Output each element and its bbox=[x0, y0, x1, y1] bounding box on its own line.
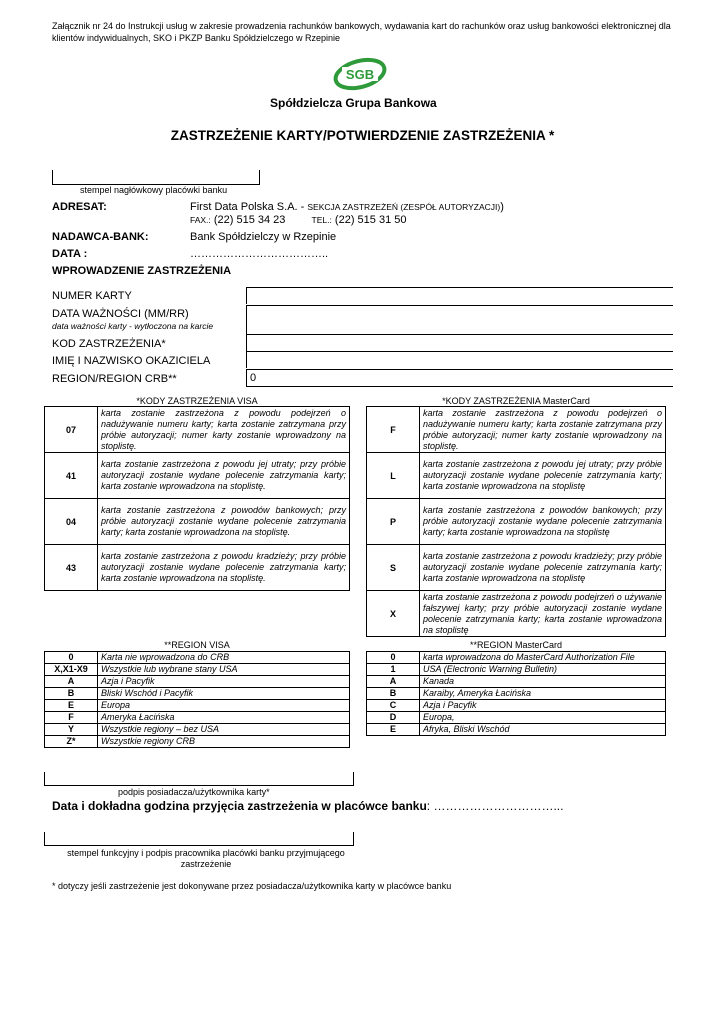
code-cell: Z* bbox=[45, 736, 98, 748]
adresat-name: First Data Polska S.A. - bbox=[190, 201, 305, 213]
code-cell: P bbox=[367, 499, 420, 545]
employee-stamp-caption-line1: stempel funkcyjny i podpis pracownika placówki banku przyjmującego bbox=[67, 848, 345, 858]
table-row bbox=[45, 700, 350, 712]
table-row bbox=[367, 724, 666, 736]
expiry-field[interactable] bbox=[246, 305, 673, 334]
table-row bbox=[367, 499, 666, 545]
code-cell: E bbox=[367, 724, 420, 736]
desc-cell: Europa bbox=[98, 700, 350, 712]
desc-cell: karta zostanie zastrzeżona z powodu kradzieży; przy próbie autoryzacji zostanie wydane polecenie zatrzymania karty; karta zostanie wprowadzona na stoplistę. bbox=[98, 545, 350, 591]
code-cell: 0 bbox=[45, 652, 98, 664]
table-row bbox=[45, 712, 350, 724]
header-note: Załącznik nr 24 do Instrukcji usług w zakresie prowadzenia rachunków bankowych, wydawania kart do rachunków oraz usług bankowości elektronicznej dla klientów indywidualnych, SKO i PKZP Banku Spółdzielczego w Rzepinie bbox=[52, 21, 671, 43]
signature-box[interactable] bbox=[44, 772, 354, 786]
form-title: ZASTRZEŻENIE KARTY/POTWIERDZENIE ZASTRZEŻENIA * bbox=[170, 128, 555, 143]
logo-text: SGB bbox=[345, 67, 375, 82]
data-value: ……………………………….. bbox=[190, 248, 329, 260]
card-number-field[interactable] bbox=[246, 287, 673, 304]
code-cell: F bbox=[367, 407, 420, 453]
code-cell: A bbox=[367, 676, 420, 688]
desc-cell: karta zostanie zastrzeżona z powodu podejrzeń o nadużywanie numeru karty; karta zostanie zatrzymana przy próbie autoryzacji; numer karty zostanie wprowadzony na stoplistę. bbox=[98, 407, 350, 453]
brand-name: Spółdzielcza Grupa Bankowa bbox=[270, 96, 437, 110]
region-value: 0 bbox=[250, 372, 257, 384]
code-cell: C bbox=[367, 700, 420, 712]
code-cell: 07 bbox=[45, 407, 98, 453]
code-cell: S bbox=[367, 545, 420, 591]
table-row bbox=[367, 688, 666, 700]
code-cell: Y bbox=[45, 724, 98, 736]
desc-cell: karta zostanie zastrzeżona z powodu jej utraty; przy próbie autoryzacji zostanie wydane polecenie zatrzymania karty; karta zostanie wprowadzona na stoplistę. bbox=[98, 453, 350, 499]
table-row bbox=[367, 591, 666, 637]
desc-cell: karta zostanie zastrzeżona z powodów bankowych; przy próbie autoryzacji zostanie wydane polecenie zatrzymania karty; karta zostanie wprowadzona na stoplistę. bbox=[98, 499, 350, 545]
data-label: DATA : bbox=[52, 248, 88, 260]
code-cell: 0 bbox=[367, 652, 420, 664]
footnote: * dotyczy jeśli zastrzeżenie jest dokonywane przez posiadacza/użytkownika karty w placówce banku bbox=[52, 881, 452, 891]
desc-cell: karta wprowadzona do MasterCard Authorization File bbox=[420, 652, 666, 664]
desc-cell: karta zostanie zastrzeżona z powodu jej utraty; przy próbie autoryzacji zostanie wydane polecenie zatrzymania karty; karta zostanie wprowadzona na stoplistę bbox=[420, 453, 666, 499]
region-label: REGION/REGION CRB** bbox=[52, 373, 177, 385]
stamp-box bbox=[52, 170, 260, 185]
mc-regions-caption: **REGION MasterCard bbox=[469, 640, 563, 650]
adresat-label: ADRESAT: bbox=[52, 201, 107, 213]
desc-cell: Bliski Wschód i Pacyfik bbox=[98, 688, 350, 700]
table-row bbox=[367, 712, 666, 724]
code-label: KOD ZASTRZEŻENIA* bbox=[52, 338, 166, 350]
code-cell: 04 bbox=[45, 499, 98, 545]
table-row bbox=[45, 407, 350, 453]
adresat-contact bbox=[190, 214, 406, 226]
desc-cell: Azja i Pacyfik bbox=[420, 700, 666, 712]
table-row bbox=[45, 664, 350, 676]
code-cell: D bbox=[367, 712, 420, 724]
desc-cell: Azja i Pacyfik bbox=[98, 676, 350, 688]
code-cell: X,X1-X9 bbox=[45, 664, 98, 676]
code-cell: A bbox=[45, 676, 98, 688]
adresat-paren: ) bbox=[500, 201, 504, 213]
expiry-label: DATA WAŻNOŚCI (MM/RR) bbox=[52, 308, 189, 320]
desc-cell: karta zostanie zastrzeżona z powodu podejrzeń o używanie fałszywej karty; przy próbie autoryzacji zostanie wydane polecenie zatrzymania karty; karta zostanie wprowadzona na stoplistę bbox=[420, 591, 666, 637]
code-cell: 1 bbox=[367, 664, 420, 676]
expiry-note: data ważności karty - wytłoczona na karcie bbox=[52, 321, 214, 331]
desc-cell: karta zostanie zastrzeżona z powodów bankowych; przy próbie autoryzacji zostanie wydane polecenie zatrzymania karty; karta zostanie wprowadzona na stoplistę bbox=[420, 499, 666, 545]
table-row bbox=[367, 652, 666, 664]
holder-field[interactable] bbox=[246, 351, 673, 368]
adresat-section: SEKCJA ZASTRZEŻEŃ (ZESPÓŁ AUTORYZACJI) bbox=[307, 202, 501, 212]
desc-cell: Karaiby, Ameryka Łacińska bbox=[420, 688, 666, 700]
table-row bbox=[45, 453, 350, 499]
table-row bbox=[45, 736, 350, 748]
mc-codes-table bbox=[366, 406, 666, 637]
desc-cell: Karta nie wprowadzona do CRB bbox=[98, 652, 350, 664]
code-cell: E bbox=[45, 700, 98, 712]
fax-label: FAX.: bbox=[190, 215, 211, 225]
desc-cell: karta zostanie zastrzeżona z powodu kradzieży; przy próbie autoryzacji zostanie wydane polecenie zatrzymania karty; karta zostanie wprowadzona na stoplistę bbox=[420, 545, 666, 591]
desc-cell: Wszystkie lub wybrane stany USA bbox=[98, 664, 350, 676]
acceptance-label: Data i dokładna godzina przyjęcia zastrzeżenia w placówce banku bbox=[52, 799, 427, 813]
region-field[interactable] bbox=[246, 369, 673, 387]
desc-cell: USA (Electronic Warning Bulletin) bbox=[420, 664, 666, 676]
code-cell: X bbox=[367, 591, 420, 637]
table-row bbox=[367, 545, 666, 591]
acceptance-dots: : …………………………... bbox=[426, 799, 564, 813]
table-row bbox=[45, 688, 350, 700]
employee-stamp-box[interactable] bbox=[44, 832, 354, 846]
table-row bbox=[367, 407, 666, 453]
tel-number: (22) 515 31 50 bbox=[334, 214, 407, 226]
acceptance-line bbox=[52, 799, 563, 813]
code-cell: 43 bbox=[45, 545, 98, 591]
desc-cell: Afryka, Bliski Wschód bbox=[420, 724, 666, 736]
signature-caption: podpis posiadacza/użytkownika karty* bbox=[118, 787, 270, 797]
section-heading: WPROWADZENIE ZASTRZEŻENIA bbox=[52, 265, 232, 277]
tel-label: TEL.: bbox=[311, 215, 332, 225]
sgb-logo-icon bbox=[330, 56, 390, 92]
table-row bbox=[45, 545, 350, 591]
table-row bbox=[367, 664, 666, 676]
employee-stamp-caption-line2: zastrzeżenie bbox=[180, 859, 232, 869]
code-field[interactable] bbox=[246, 334, 673, 351]
table-row bbox=[367, 453, 666, 499]
code-cell: 41 bbox=[45, 453, 98, 499]
desc-cell: Wszystkie regiony CRB bbox=[98, 736, 350, 748]
desc-cell: Europa, bbox=[420, 712, 666, 724]
stamp-caption: stempel nagłówkowy placówki banku bbox=[80, 185, 228, 195]
nadawca-value: Bank Spółdzielczy w Rzepinie bbox=[190, 231, 337, 243]
visa-regions-table bbox=[44, 651, 350, 748]
table-row bbox=[45, 724, 350, 736]
table-row bbox=[45, 652, 350, 664]
code-cell: B bbox=[367, 688, 420, 700]
desc-cell: Kanada bbox=[420, 676, 666, 688]
table-row bbox=[367, 700, 666, 712]
adresat-value bbox=[190, 201, 504, 213]
code-cell: L bbox=[367, 453, 420, 499]
mc-codes-caption: *KODY ZASTRZEŻENIA MasterCard bbox=[442, 396, 590, 406]
card-number-label: NUMER KARTY bbox=[52, 290, 132, 302]
table-row bbox=[45, 676, 350, 688]
table-row bbox=[367, 676, 666, 688]
desc-cell: karta zostanie zastrzeżona z powodu podejrzeń o nadużywanie numeru karty; karta zostanie zatrzymana przy próbie autoryzacji; numer karty zostanie wprowadzony na stoplistę. bbox=[420, 407, 666, 453]
sgb-logo bbox=[330, 56, 390, 92]
fax-number: (22) 515 34 23 bbox=[213, 214, 286, 226]
holder-label: IMIĘ I NAZWISKO OKAZICIELA bbox=[52, 355, 211, 367]
nadawca-label: NADAWCA-BANK: bbox=[52, 231, 149, 243]
desc-cell: Wszystkie regiony – bez USA bbox=[98, 724, 350, 736]
visa-codes-table bbox=[44, 406, 350, 591]
employee-stamp-caption bbox=[52, 848, 360, 870]
mc-regions-table bbox=[366, 651, 666, 736]
desc-cell: Ameryka Łacińska bbox=[98, 712, 350, 724]
code-cell: F bbox=[45, 712, 98, 724]
code-cell: B bbox=[45, 688, 98, 700]
visa-codes-caption: *KODY ZASTRZEŻENIA VISA bbox=[136, 396, 258, 406]
visa-regions-caption: **REGION VISA bbox=[164, 640, 230, 650]
table-row bbox=[45, 499, 350, 545]
